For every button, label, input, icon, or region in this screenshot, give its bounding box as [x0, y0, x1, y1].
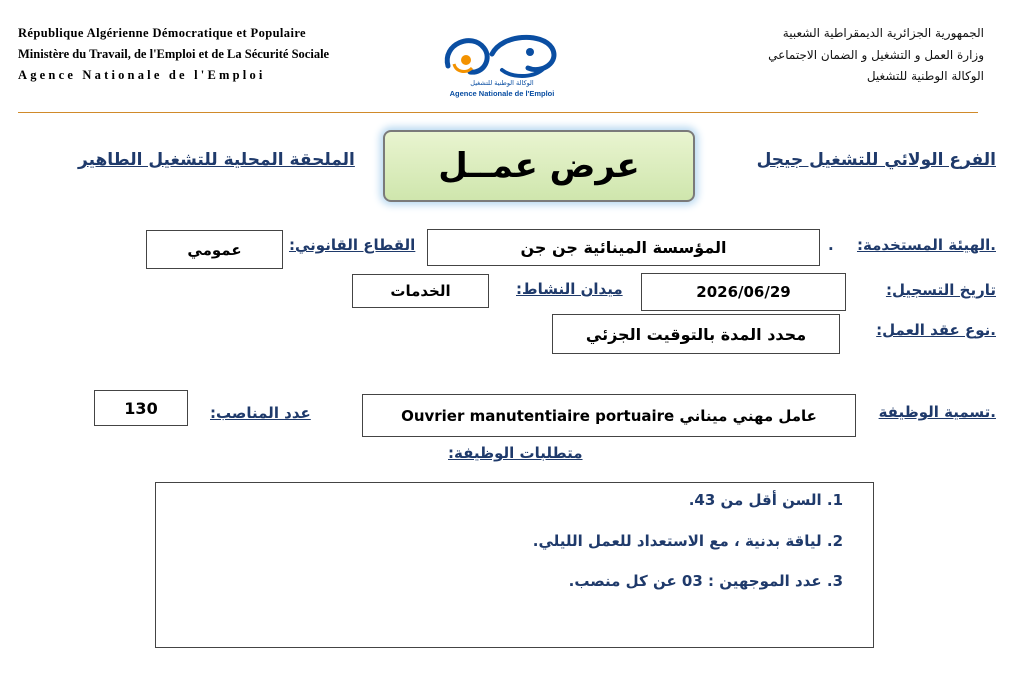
employer-label: .الهيئة المستخدمة:: [856, 236, 996, 254]
job-title-value: [362, 394, 856, 437]
employer-value: المؤسسة المينائية جن جن: [427, 229, 820, 266]
contract-label: .نوع عقد العمل:: [876, 321, 996, 339]
requirements-label: متطلبات الوظيفة:: [448, 444, 583, 462]
logo-fr-text: Agence Nationale de l'Emploi: [449, 89, 555, 98]
job-title-text: Ouvrier manutentiaire portuaire عامل مهني ميناني: [401, 406, 817, 425]
header-fr-line-2: Ministère du Travail, de l'Emploi et de La Sécurité Sociale: [18, 47, 330, 61]
requirement-item-2: 2. لياقة بدنية ، مع الاستعداد للعمل الليلي.: [532, 532, 843, 550]
header-ar-line-2: وزارة العمل و التشغيل و الضمان الاجتماعي: [768, 48, 984, 62]
activity-value: الخدمات: [352, 274, 489, 308]
reg-date-label: تاريخ التسجيل:: [885, 281, 996, 299]
positions-value: 130: [94, 390, 188, 426]
branch-right: الفرع الولائي للتشغيل جيجل: [756, 150, 996, 170]
employer-dot: .: [828, 236, 834, 254]
sector-value: عمومي: [146, 230, 283, 269]
header-ar-line-3: الوكالة الوطنية للتشغيل: [866, 69, 984, 83]
title-box: [383, 130, 695, 202]
reg-date-value: 2026/06/29: [641, 273, 846, 311]
header-divider: [18, 112, 978, 113]
job-title-label: .تسمية الوظيفة: [878, 403, 996, 421]
contract-value: محدد المدة بالتوقيت الجزئي: [552, 314, 840, 354]
branch-left: الملحقة المحلية للتشغيل الطاهير: [78, 150, 355, 170]
requirement-item-1: 1. السن أقل من 43.: [688, 491, 843, 509]
header-ar-line-1: الجمهورية الجزائرية الديمقراطية الشعبية: [782, 26, 984, 40]
page-title: عرض عمــل: [438, 146, 640, 186]
header-fr-line-1: République Algérienne Démocratique et Populaire: [18, 26, 306, 40]
sector-label: القطاع القانوني:: [289, 236, 416, 254]
logo-ar-text: الوكالة الوطنية للتشغيل: [470, 79, 534, 87]
activity-label: ميدان النشاط:: [516, 280, 623, 298]
requirement-item-3: 3. عدد الموجهين : 03 عن كل منصب.: [568, 572, 843, 590]
header-fr-line-3: Agence Nationale de l'Emploi: [18, 68, 266, 82]
requirements-box: [155, 482, 874, 648]
positions-label: عدد المناصب:: [210, 404, 311, 422]
